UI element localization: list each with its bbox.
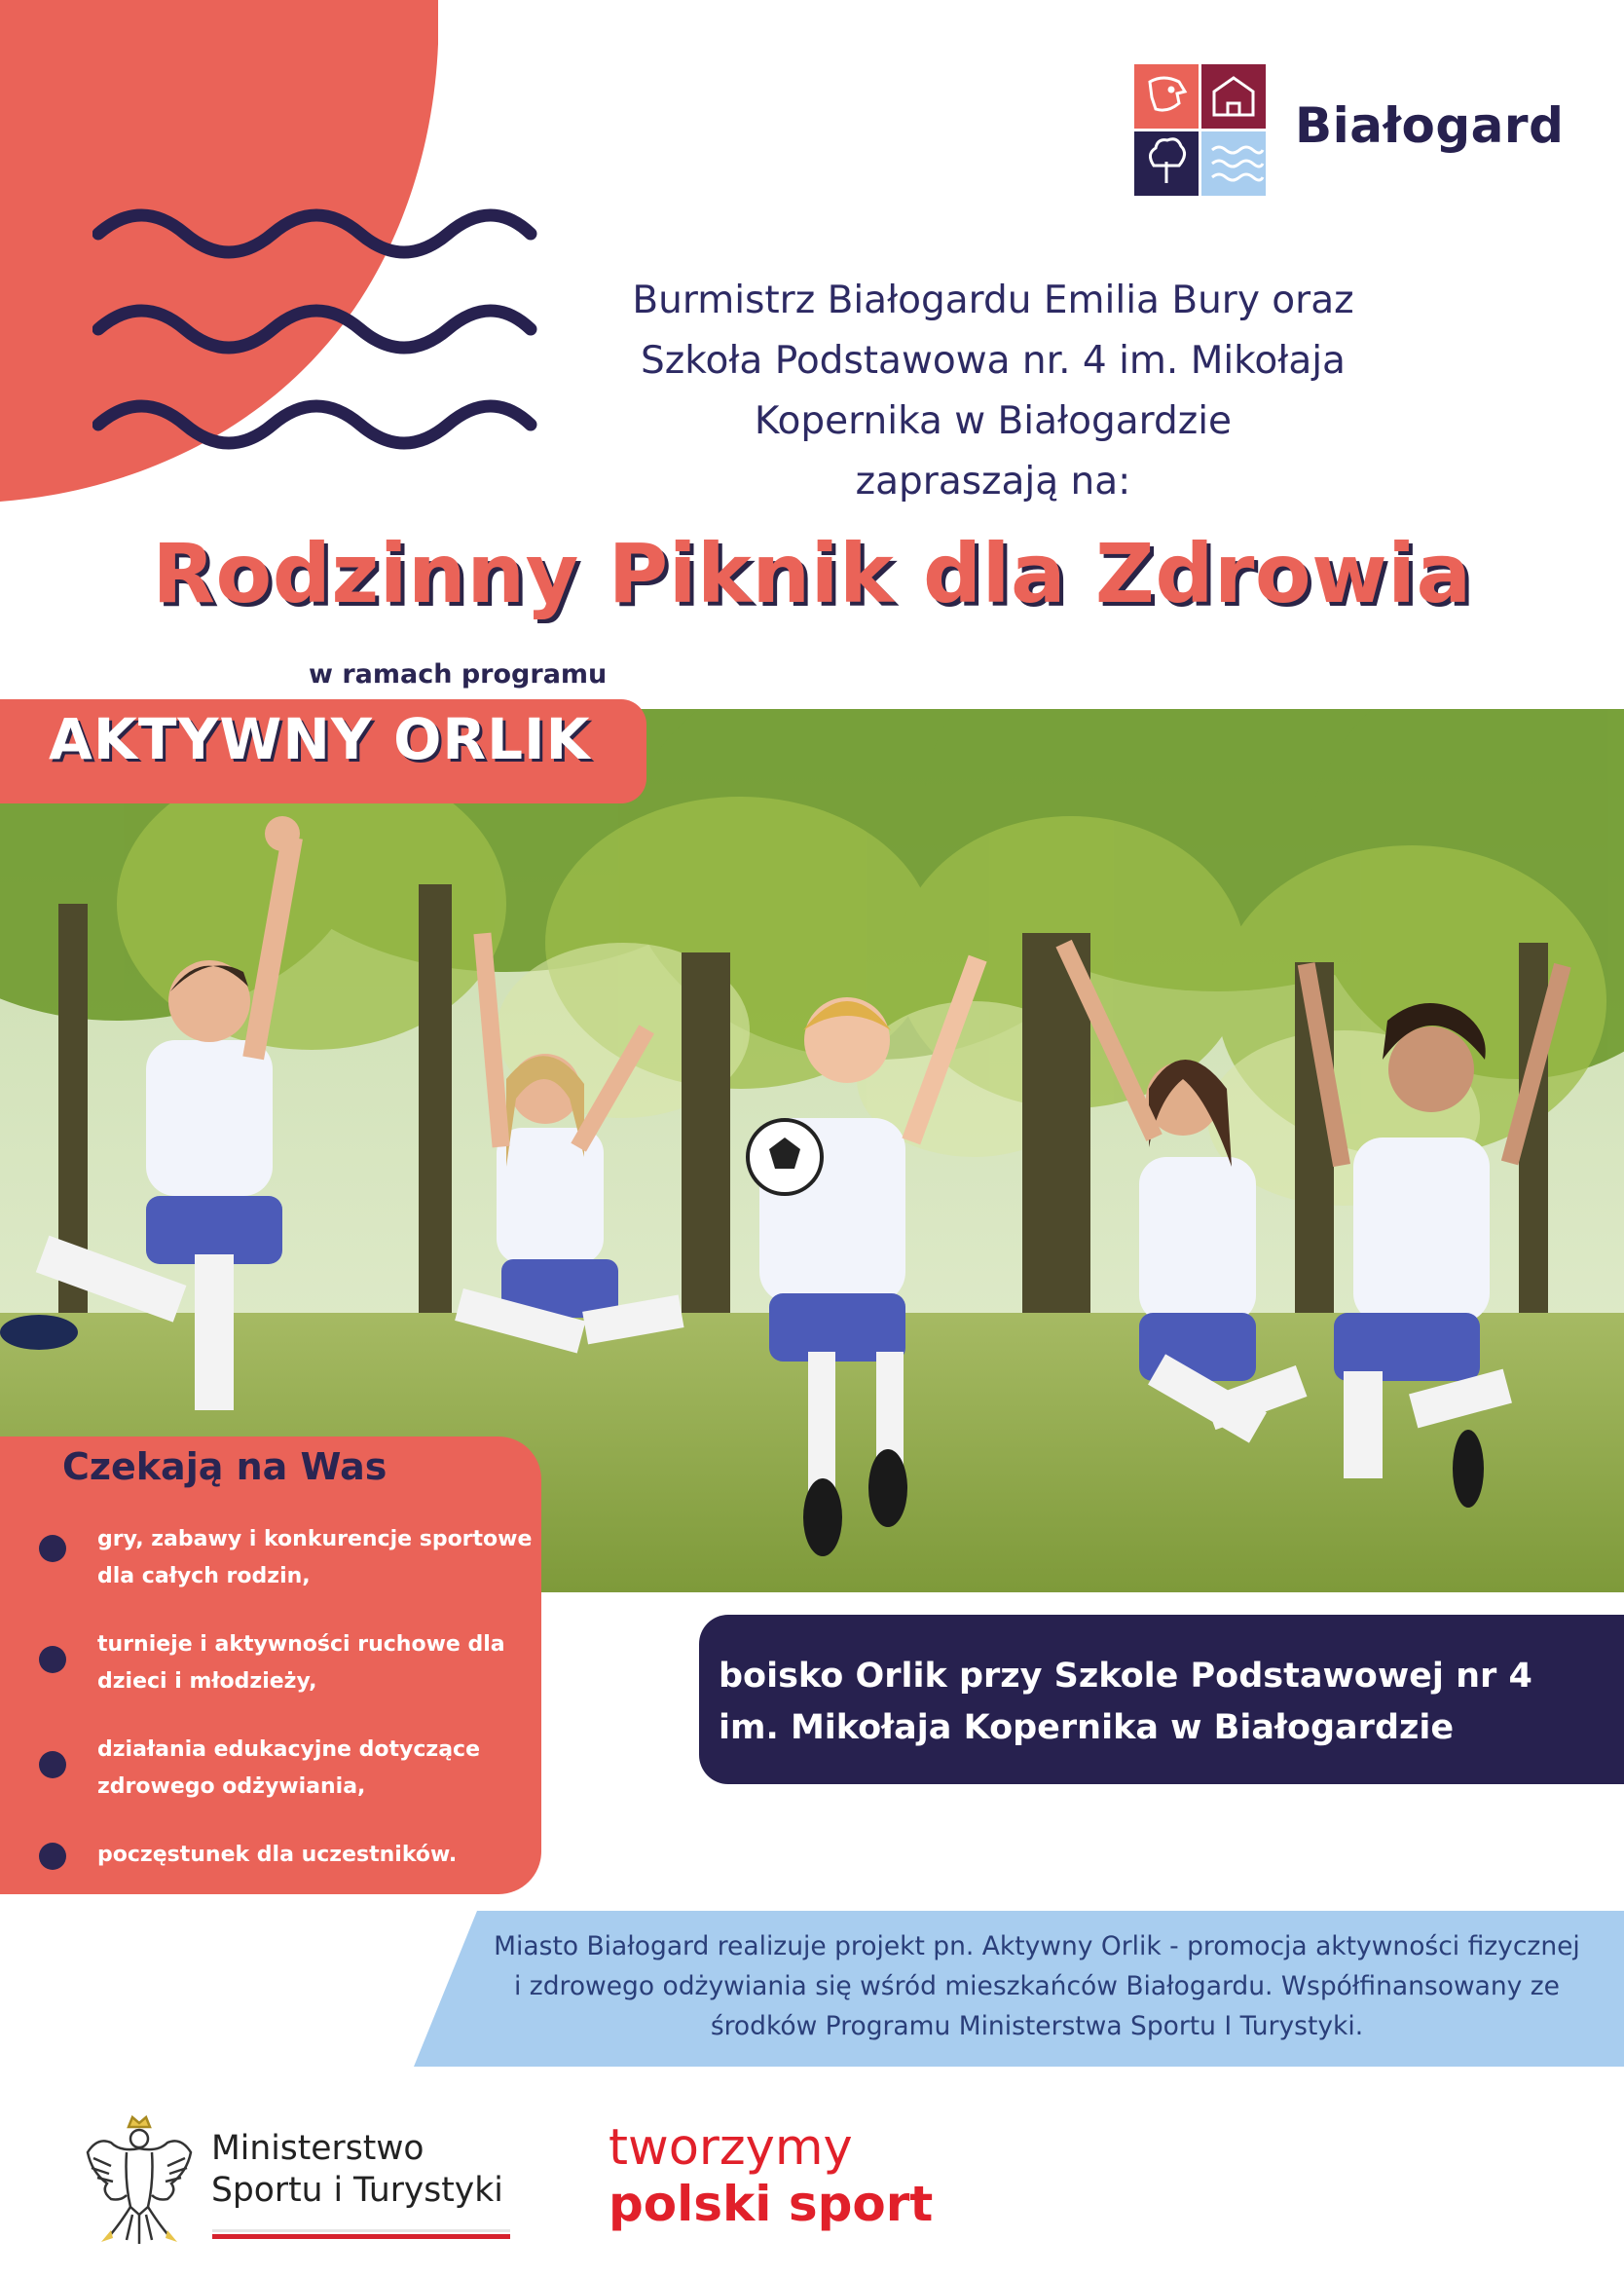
slogan	[609, 2121, 933, 2232]
bullet-icon	[39, 1751, 66, 1778]
attractions-title: Czekają na Was	[62, 1445, 388, 1488]
bullet-icon	[39, 1535, 66, 1562]
location-line: boisko Orlik przy Szkole Podstawowej nr 4	[719, 1657, 1532, 1696]
invitation-line: Szkoła Podstawowa nr. 4 im. Mikołaja	[641, 339, 1346, 383]
attraction-item: turnieje i aktywności ruchowe dla dzieci i młodzieży,	[97, 1632, 505, 1694]
invitation-line: zapraszają na:	[855, 460, 1131, 504]
slogan-line: polski sport	[609, 2176, 934, 2232]
location-text	[719, 1651, 1614, 1754]
ministry-name	[211, 2128, 503, 2212]
location-line: im. Mikołaja Kopernika w Białogardzie	[719, 1708, 1455, 1747]
funding-line: Miasto Białogard realizuje projekt pn. Aktywny Orlik - promocja aktywności fizycznej	[494, 1931, 1580, 1961]
city-name: Białogard	[1295, 97, 1565, 154]
invitation-text	[545, 271, 1441, 512]
invitation-line: Kopernika w Białogardzie	[754, 399, 1233, 443]
funding-line: i zdrowego odżywiania się wśród mieszkańców Białogardu. Współfinansowany ze	[514, 1971, 1560, 2001]
bullet-icon	[39, 1843, 66, 1870]
funding-text	[458, 1926, 1616, 2046]
ministry-line: Sportu i Turystyki	[211, 2171, 503, 2210]
funding-line: środków Programu Ministerstwa Sportu I Turystyki.	[710, 2011, 1364, 2041]
bullet-icon	[39, 1646, 66, 1673]
attraction-item: działania edukacyjne dotyczące zdrowego odżywiania,	[97, 1737, 481, 1799]
invitation-line: Burmistrz Białogardu Emilia Bury oraz	[632, 279, 1354, 322]
program-name: AKTYWNY ORLIK	[49, 706, 591, 772]
bialogard-logo	[1134, 64, 1266, 196]
program-label: w ramach programu	[309, 659, 608, 690]
attraction-item: gry, zabawy i konkurencje sportowe dla całych rodzin,	[97, 1527, 533, 1588]
flag-stripe-white	[212, 2229, 510, 2232]
waves-decoration	[92, 205, 540, 458]
ministry-line: Ministerstwo	[211, 2129, 424, 2168]
polish-eagle-emblem-icon	[82, 2113, 197, 2250]
slogan-line: tworzymy	[609, 2119, 853, 2177]
event-title: Rodzinny Piknik dla Zdrowia	[152, 526, 1472, 621]
attraction-item: poczęstunek dla uczestników.	[97, 1843, 458, 1867]
flag-stripe-red	[212, 2234, 510, 2239]
